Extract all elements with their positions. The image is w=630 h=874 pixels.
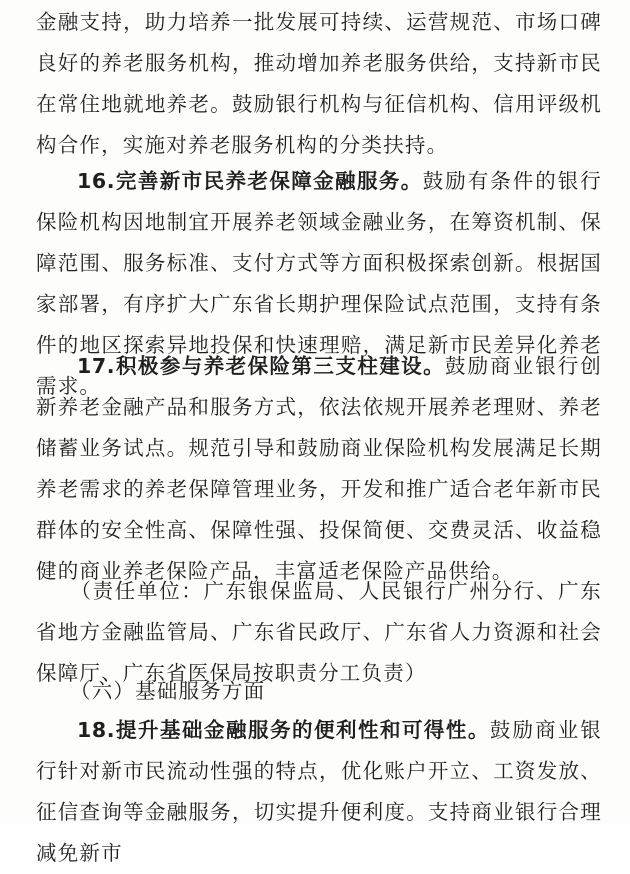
item-16-body: 鼓励有条件的银行保险机构因地制宜开展养老领域金融业务，在筹资机制、保障范围、服务标准、支付方式等方面积极探索创新。根据国家部署，有序扩大广东省长期护理保险试点范围，支持有条件的地区探索异地投保和快速理赔，满足新市民差异化养老需求。 <box>36 169 602 398</box>
item-18-body: 鼓励商业银行针对新市民流动性强的特点，优化账户开立、工资发放、征信查询等金融服务，切实提升便利度。支持商业银行合理减免新市 <box>36 718 602 865</box>
item-18-heading: 18.提升基础金融服务的便利性和可得性。 <box>77 718 490 742</box>
responsibility-text: （责任单位：广东银保监局、人民银行广州分行、广东省地方金融监管局、广东省民政厅、广东省人力资源和社会保障厅、广东省医保局按职责分工负责） <box>36 579 602 685</box>
item-17-paragraph <box>36 346 602 592</box>
item-16-heading: 16.完善新市民养老保障金融服务。 <box>77 169 423 193</box>
item-17-heading: 17.积极参与养老保险第三支柱建设。 <box>77 354 446 378</box>
paragraph-continuation: 金融支持，助力培养一批发展可持续、运营规范、市场口碑良好的养老服务机构，推动增加养老服务供给，支持新市民在常住地就地养老。鼓励银行机构与征信机构、信用评级机构合作，实施对养老服务机构的分类扶持。 <box>36 10 602 157</box>
section-heading <box>36 671 602 712</box>
section-6-title: （六）基础服务方面 <box>70 679 266 703</box>
item-18-paragraph <box>36 710 602 874</box>
item-17-body: 鼓励商业银行创新养老金融产品和服务方式，依法依规开展养老理财、养老储蓄业务试点。规范引导和鼓励商业保险机构发展满足长期养老需求的养老保障管理业务，开发和推广适合老年新市民群体的安全性高、保障性强、投保简便、交费灵活、收益稳健的商业养老保险产品，丰富适老保险产品供给。 <box>36 354 602 583</box>
